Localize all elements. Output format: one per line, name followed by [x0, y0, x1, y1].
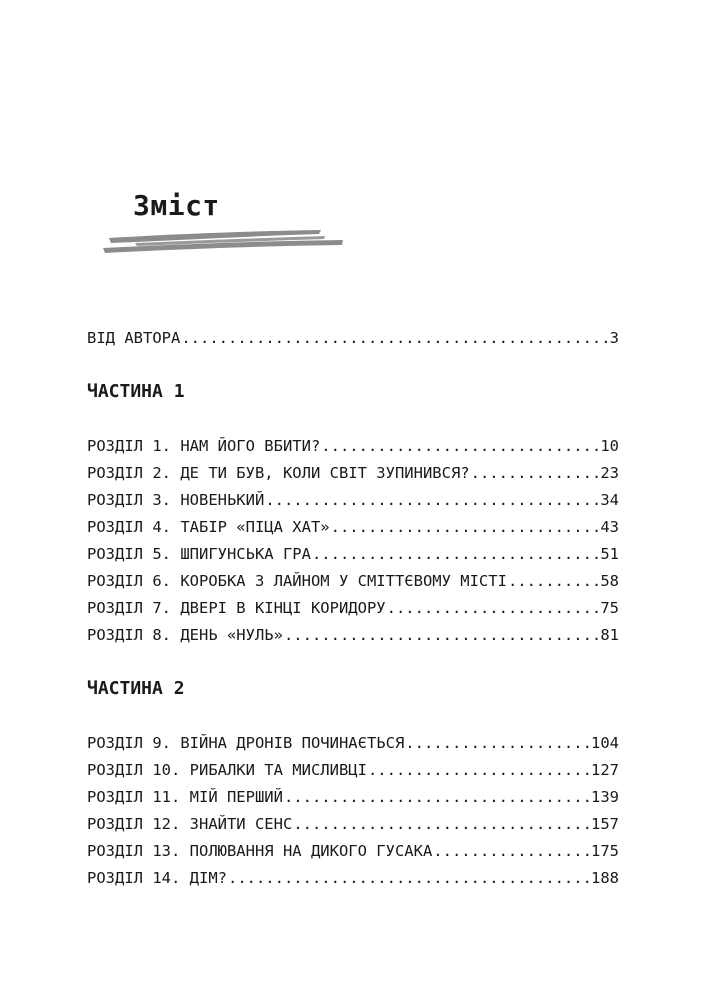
toc-entry [87, 597, 619, 619]
toc-leader-dots [284, 624, 599, 646]
toc-leader-dots [471, 462, 600, 484]
toc-entry-author-note [87, 327, 619, 349]
part-1-heading: ЧАСТИНА 1 [87, 381, 185, 402]
page-title: Зміст [133, 189, 220, 222]
toc-entry-page: 175 [591, 842, 619, 860]
toc-entry [87, 435, 619, 457]
toc-entry [87, 570, 619, 592]
toc-entry-page: 51 [600, 545, 619, 563]
toc-entry [87, 489, 619, 511]
toc-entry-label: РОЗДІЛ 5. ШПИГУНСЬКА ГРА [87, 545, 311, 563]
toc-leader-dots [312, 543, 599, 565]
toc-entry-page: 23 [600, 464, 619, 482]
toc-entry-label: РОЗДІЛ 13. ПОЛЮВАННЯ НА ДИКОГО ГУСАКА [87, 842, 433, 860]
toc-leader-dots [321, 435, 599, 457]
toc-entry-page: 10 [600, 437, 619, 455]
toc-entry-label: РОЗДІЛ 10. РИБАЛКИ ТА МИСЛИВЦІ [87, 761, 367, 779]
toc-entry [87, 867, 619, 889]
toc-leader-dots [368, 759, 590, 781]
toc-entry [87, 462, 619, 484]
toc-entry-page: 75 [600, 599, 619, 617]
toc-entry [87, 516, 619, 538]
toc-entry [87, 813, 619, 835]
toc-leader-dots [265, 489, 599, 511]
toc-leader-dots [433, 840, 590, 862]
toc-entry-label: РОЗДІЛ 6. КОРОБКА З ЛАЙНОМ У СМІТТЄВОМУ МІСТІ [87, 572, 507, 590]
part-2-heading: ЧАСТИНА 2 [87, 678, 185, 699]
toc-entry [87, 624, 619, 646]
toc-entry-label: РОЗДІЛ 14. ДІМ? [87, 869, 227, 887]
toc-entry-page: 43 [600, 518, 619, 536]
toc-entry-page: 139 [591, 788, 619, 806]
toc-entry-page: 81 [600, 626, 619, 644]
toc-entry [87, 543, 619, 565]
toc-leader-dots [284, 786, 590, 808]
toc-entry-page: 127 [591, 761, 619, 779]
toc-leader-dots [228, 867, 590, 889]
toc-entry-label: ВІД АВТОРА [87, 329, 181, 347]
toc-entry [87, 732, 619, 754]
toc-entry [87, 786, 619, 808]
toc-entry-label: РОЗДІЛ 2. ДЕ ТИ БУВ, КОЛИ СВІТ ЗУПИНИВСЯ? [87, 464, 470, 482]
toc-entry [87, 759, 619, 781]
toc-leader-dots [405, 732, 590, 754]
toc-entry [87, 840, 619, 862]
brush-stroke-decoration [95, 222, 355, 260]
toc-entry-page: 34 [600, 491, 619, 509]
toc-leader-dots [387, 597, 600, 619]
toc-entry-label: РОЗДІЛ 7. ДВЕРІ В КІНЦІ КОРИДОРУ [87, 599, 386, 617]
toc-entry-label: РОЗДІЛ 8. ДЕНЬ «НУЛЬ» [87, 626, 283, 644]
toc-leader-dots [293, 813, 590, 835]
toc-entry-page: 3 [609, 329, 619, 347]
toc-entry-page: 104 [591, 734, 619, 752]
toc-entry-label: РОЗДІЛ 4. ТАБІР «ПІЦА ХАТ» [87, 518, 330, 536]
toc-leader-dots [181, 327, 608, 349]
toc-entry-page: 188 [591, 869, 619, 887]
toc-entry-label: РОЗДІЛ 12. ЗНАЙТИ СЕНС [87, 815, 293, 833]
toc-entry-label: РОЗДІЛ 11. МІЙ ПЕРШИЙ [87, 788, 283, 806]
toc-leader-dots [331, 516, 600, 538]
toc-entry-label: РОЗДІЛ 9. ВІЙНА ДРОНІВ ПОЧИНАЄТЬСЯ [87, 734, 405, 752]
toc-entry-label: РОЗДІЛ 3. НОВЕНЬКИЙ [87, 491, 265, 509]
toc-leader-dots [508, 570, 599, 592]
toc-entry-page: 58 [600, 572, 619, 590]
toc-entry-label: РОЗДІЛ 1. НАМ ЙОГО ВБИТИ? [87, 437, 321, 455]
toc-entry-page: 157 [591, 815, 619, 833]
